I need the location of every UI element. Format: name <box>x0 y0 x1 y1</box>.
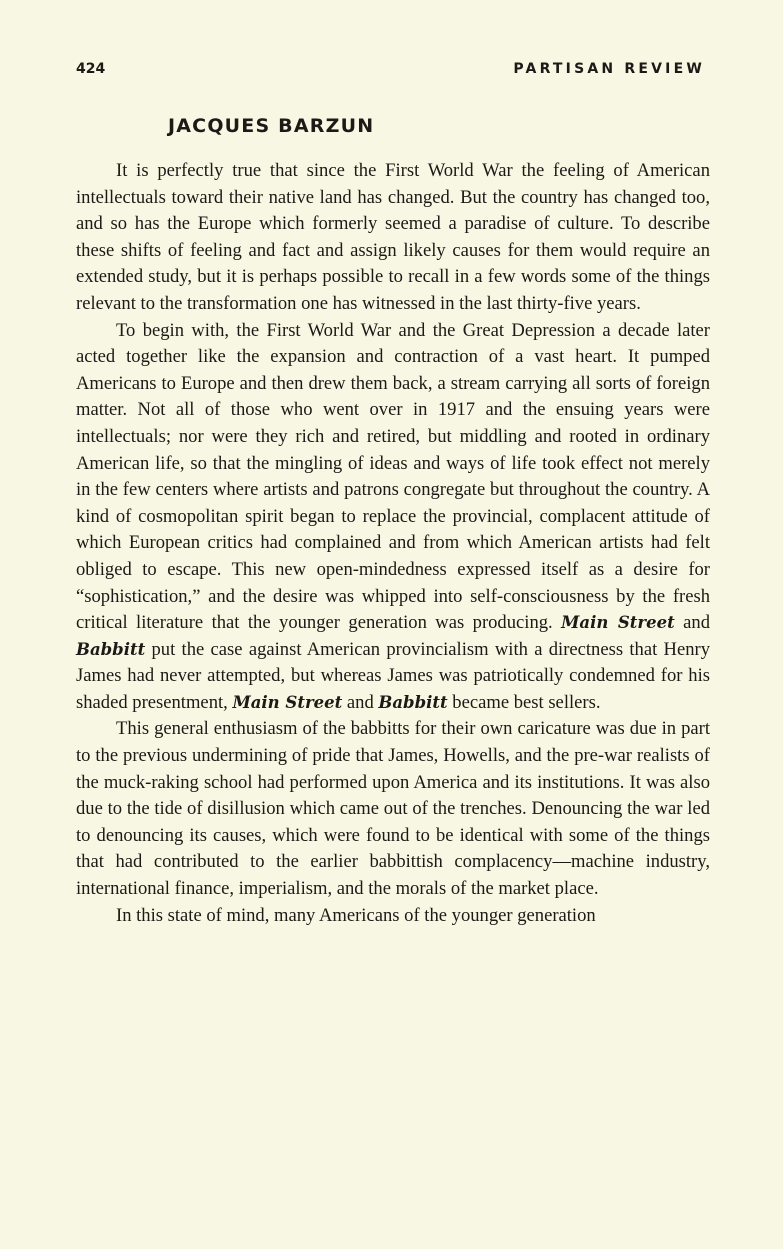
text-run: became best sellers. <box>447 691 601 713</box>
text-run: put the case against American provincialism with a directness that Henry James had never attempted, but whereas James was patriotically condemned for his shaded presentment, <box>76 638 710 713</box>
text-run: This general enthusiasm of the babbitts for their own caricature was due in part to the previous undermining of pride that James, Howells, and the pre-war realists of the muck-raking school had performed upon America and its institutions. It was also due to the tide of disillusion which came out of the trenches. Denouncing the war led to denouncing its causes, which were found to be identical with some of the things that had contributed to the earlier babbittish complacency—machine industry, international finance, imperialism, and the morals of the market place. <box>76 718 710 900</box>
body-paragraph <box>76 716 710 902</box>
page-number: 424 <box>76 61 106 77</box>
body-paragraph <box>76 903 710 930</box>
journal-title: PARTISAN REVIEW <box>513 61 705 77</box>
text-run: In this state of mind, many Americans of the younger generation <box>116 904 596 926</box>
book-title: Babbitt <box>76 639 146 659</box>
book-title: Main Street <box>232 692 343 712</box>
body-paragraph <box>76 158 710 318</box>
text-run: and <box>674 612 711 634</box>
text-run: To begin with, the First World War and the Great Depression a decade later acted together like the expansion and contraction of a vast heart. It pumped Americans to Europe and then drew them back, a stream carrying all sorts of foreign matter. Not all of those who went over in 1917 and the ensuing years were intellectuals; nor were they rich and retired, but middling and rooted in ordinary American life, so that the mingling of ideas and ways of life took effect not merely in the few centers where artists and patrons congregate but throughout the country. A kind of cosmopolitan spirit began to replace the provincial, complacent attitude of which European critics had complained and from which American artists had felt obliged to escape. This new open-mindedness expressed itself as a desire for “sophistication,” and the desire was whipped into self-consciousness by the fresh critical literature that the younger generation was producing. <box>76 319 710 634</box>
article-body <box>76 158 710 929</box>
text-run: It is perfectly true that since the First World War the feeling of American intellectuals toward their native land has changed. But the country has changed too, and so has the Europe which formerly seemed a paradise of culture. To describe these shifts of feeling and fact and assign likely causes for them would require an extended study, but it is perhaps possible to recall in a few words some of the things relevant to the transformation one has witnessed in the last thirty-five years. <box>76 160 710 314</box>
text-run: and <box>342 691 379 713</box>
running-head <box>76 61 705 83</box>
book-title: Main Street <box>561 613 675 633</box>
article-author: JACQUES BARZUN <box>168 115 375 137</box>
book-title: Babbitt <box>378 692 448 712</box>
body-paragraph <box>76 318 710 717</box>
